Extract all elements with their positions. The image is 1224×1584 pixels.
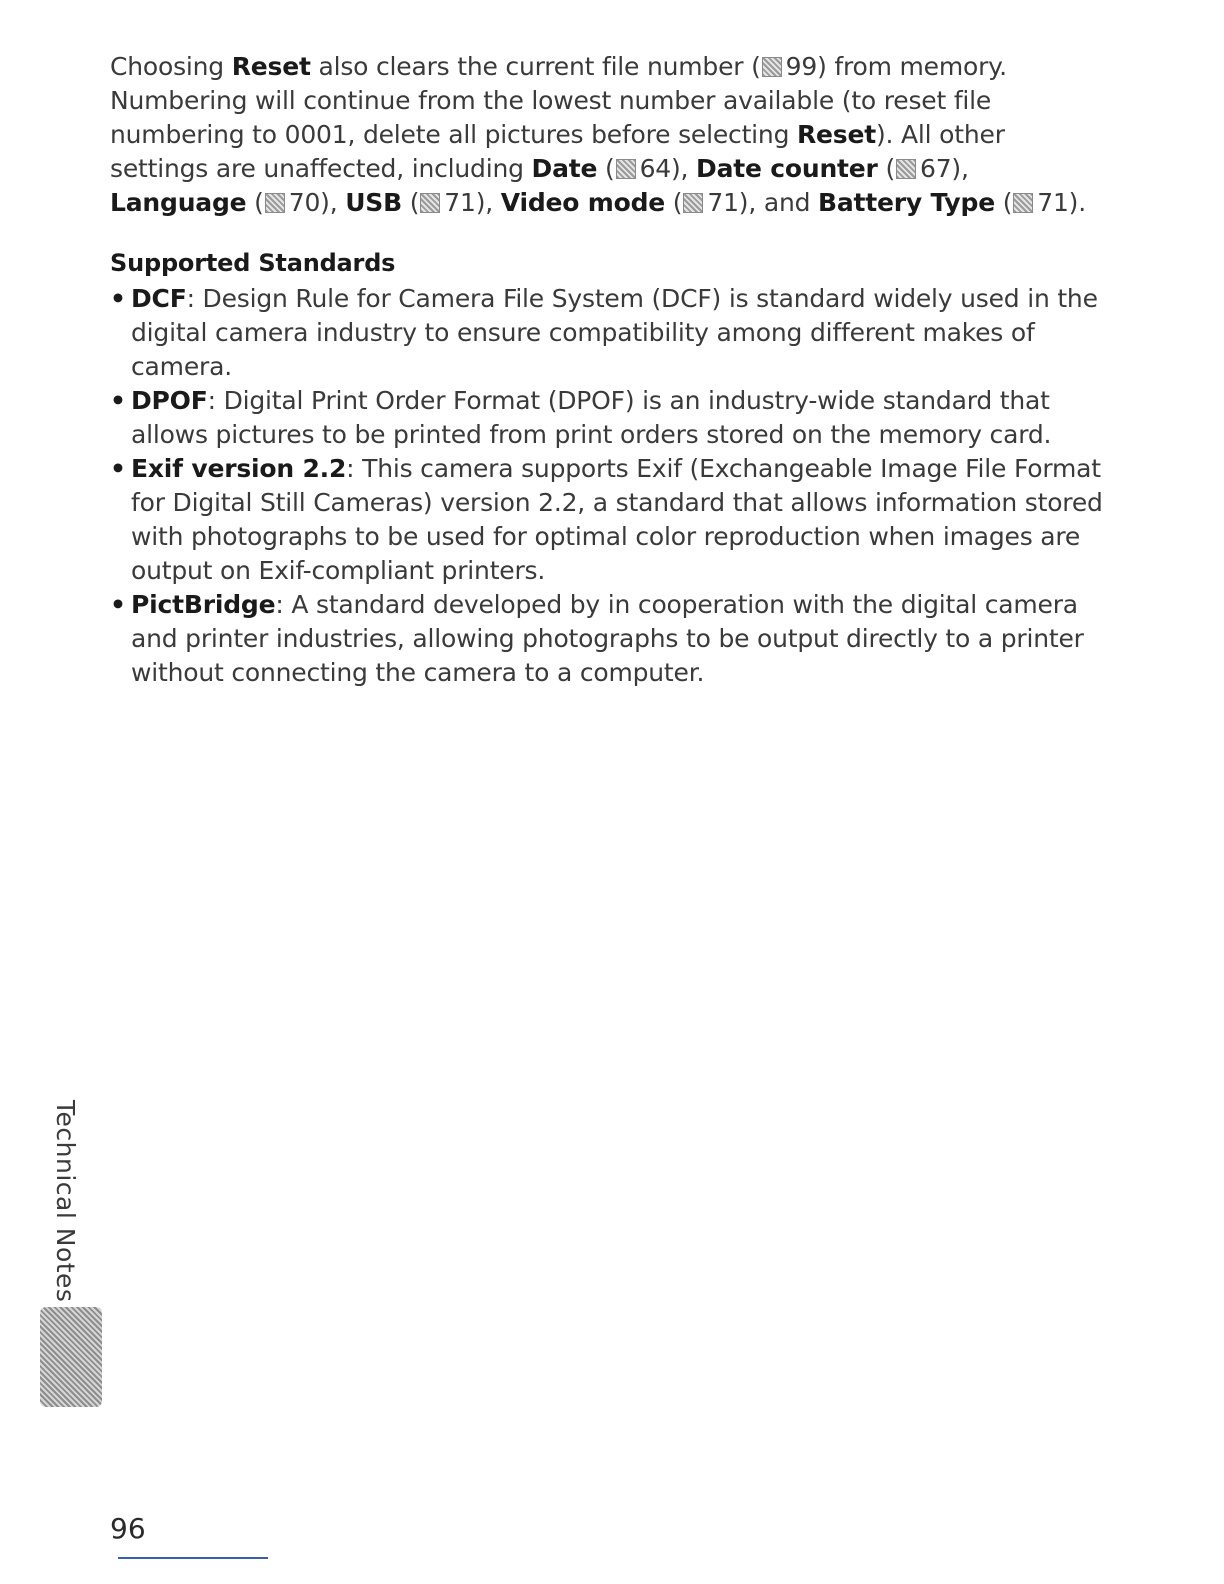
page-reference-icon [265,193,285,213]
list-item [110,452,1110,588]
page-number-rule [118,1557,268,1559]
bold-term: Video mode [500,188,666,217]
bold-term: Date [531,154,598,183]
page-reference-icon [896,159,916,179]
standard-description: : This camera supports Exif (Exchangeable Image File Format for Digital Still Cameras) version 2.2, a standard that allows information stored with photographs to be used for optimal color reproduction when images are output on Exif-compliant printers. [131,454,1103,585]
bold-term: Reset [796,120,876,149]
list-item [110,282,1110,384]
list-item [110,588,1110,690]
text: ( [401,188,420,217]
page-reference-icon [762,57,782,77]
text: ( [597,154,615,183]
standard-description: : A standard developed by in cooperation with the digital camera and printer industries, allowing photographs to be output directly to a printer without connecting the camera to a computer. [131,590,1084,687]
standard-term: PictBridge [131,590,276,619]
bullet: • [110,284,126,313]
standard-term: DCF [131,284,187,313]
page-reference-icon [616,159,636,179]
text: 67), [920,154,969,183]
bold-term: USB [345,188,402,217]
section-marker-icon [40,1307,102,1407]
standard-term: Exif version 2.2 [131,454,347,483]
standard-description: : Digital Print Order Format (DPOF) is an industry-wide standard that allows pictures to be printed from print orders stored on the memory card. [131,386,1052,449]
bold-term: Reset [231,52,311,81]
bullet: • [110,454,126,483]
bullet: • [110,590,126,619]
section-tab-label: Technical Notes [51,1100,80,1303]
text: 71). [1037,188,1086,217]
bold-term: Date counter [696,154,878,183]
text: 64), [639,154,697,183]
text: also clears the current file number ( [310,52,761,81]
list-item [110,384,1110,452]
standard-term: DPOF [131,386,208,415]
text: ( [665,188,683,217]
page-number: 96 [110,1512,146,1545]
text: 71), [444,188,501,217]
standard-description: : Design Rule for Camera File System (DCF) is standard widely used in the digital camera industry to ensure compatibility among different makes of camera. [131,284,1098,381]
page-reference-icon [683,193,703,213]
intro-paragraph [110,50,1110,220]
main-content [110,50,1110,690]
text: 99) from memory. Numbering will continue from the lowest number available (to reset file numbering to 0001, delete all pictures before selecting [110,52,1007,149]
text: 71), and [707,188,818,217]
page-reference-icon [420,193,440,213]
standards-list [110,282,1110,690]
text: Choosing [110,52,232,81]
bold-term: Language [110,188,247,217]
bullet: • [110,386,126,415]
text: ( [246,188,264,217]
text: ( [994,188,1013,217]
text: ). All other settings are unaffected, including [110,120,1005,183]
section-heading: Supported Standards [110,249,396,277]
page-reference-icon [1013,193,1033,213]
text: 70), [288,188,346,217]
text: ( [877,154,896,183]
bold-term: Battery Type [818,188,995,217]
